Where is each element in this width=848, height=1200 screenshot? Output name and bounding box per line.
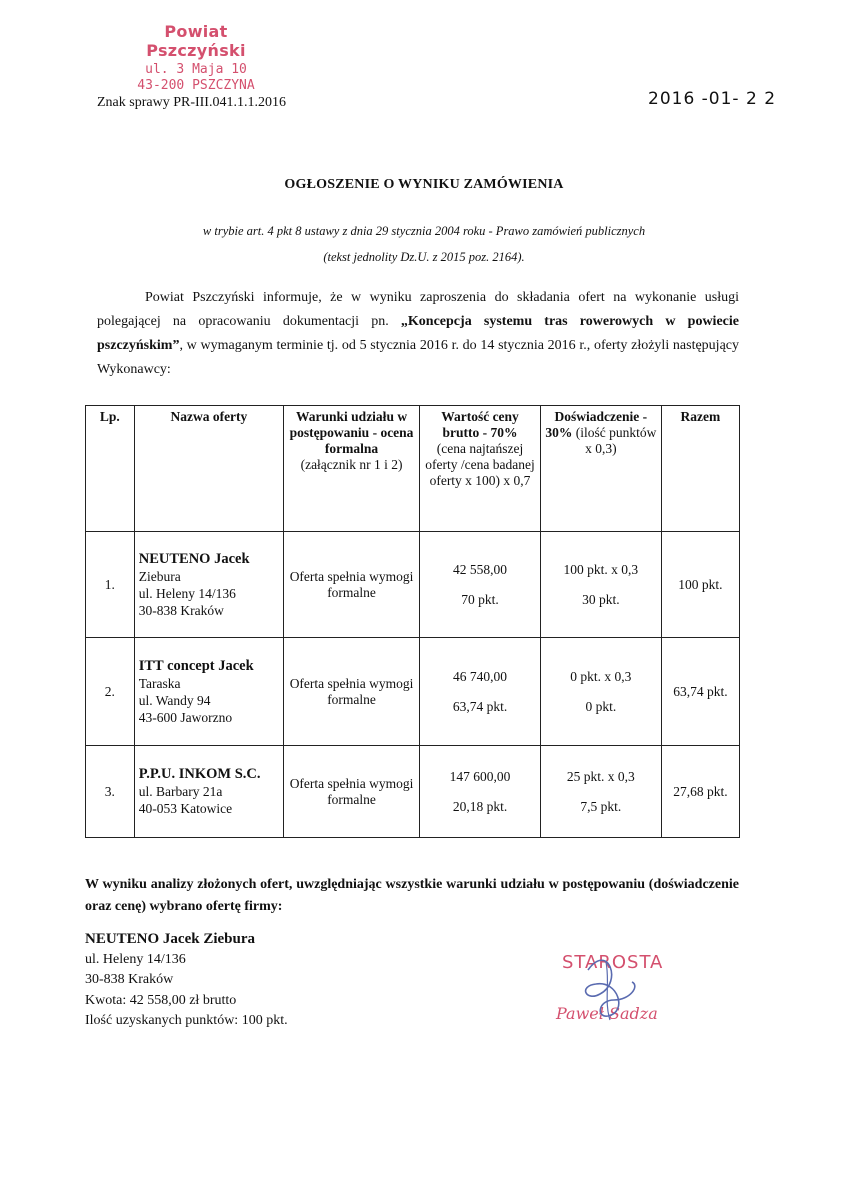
offer-condition: Oferta spełnia wymogi formalne bbox=[284, 746, 420, 838]
offer-name: P.P.U. INKOM S.C. ul. Barbary 21a 40-053 Katowice bbox=[134, 746, 283, 838]
header-price: Wartość ceny brutto - 70% (cena najtańszej oferty /cena badanej oferty x 100) x 0,7 bbox=[420, 406, 541, 532]
offer-total: 63,74 pkt. bbox=[661, 638, 739, 746]
stamp-city: 43-200 PSZCZYNA bbox=[137, 78, 255, 93]
winner-amount: Kwota: 42 558,00 zł brutto bbox=[85, 992, 237, 1008]
offer-condition: Oferta spełnia wymogi formalne bbox=[284, 638, 420, 746]
conclusion-paragraph: W wyniku analizy złożonych ofert, uwzględniając wszystkie warunki udziału w postępowaniu (doświadczenie oraz cenę) wybrano ofertę firmy: bbox=[85, 877, 739, 914]
offer-experience: 0 pkt. x 0,3 0 pkt. bbox=[540, 638, 661, 746]
offer-experience: 25 pkt. x 0,3 7,5 pkt. bbox=[540, 746, 661, 838]
table-row bbox=[86, 638, 740, 746]
legal-basis-reference: (tekst jednolity Dz.U. z 2015 poz. 2164). bbox=[323, 250, 525, 264]
row-lp: 3. bbox=[86, 746, 135, 838]
offer-price: 147 600,00 20,18 pkt. bbox=[420, 746, 541, 838]
case-number: Znak sprawy PR-III.041.1.1.2016 bbox=[97, 95, 286, 110]
offer-experience: 100 pkt. x 0,3 30 pkt. bbox=[540, 532, 661, 638]
date-stamp: 2016 -01- 2 2 bbox=[648, 89, 777, 109]
winner-points: Ilość uzyskanych punktów: 100 pkt. bbox=[85, 1013, 288, 1028]
signature-title: STAROSTA bbox=[562, 952, 664, 973]
intro-text: Powiat Pszczyński informuje, że w wyniku zaproszenia do składania ofert na wykonanie usługi polegającej na opracowaniu dokumentacji pn. bbox=[97, 290, 739, 329]
signature-name: Paweł Sadza bbox=[556, 1004, 658, 1023]
office-stamp bbox=[116, 22, 276, 93]
header-name: Nazwa oferty bbox=[134, 406, 283, 532]
header-lp: Lp. bbox=[86, 406, 135, 532]
header-experience: Doświadczenie - 30% (ilość punktów x 0,3) bbox=[540, 406, 661, 532]
offer-condition: Oferta spełnia wymogi formalne bbox=[284, 532, 420, 638]
table-row bbox=[86, 532, 740, 638]
offer-name: ITT concept Jacek Taraska ul. Wandy 94 43-600 Jaworzno bbox=[134, 638, 283, 746]
row-lp: 1. bbox=[86, 532, 135, 638]
header-total: Razem bbox=[661, 406, 739, 532]
stamp-name: Powiat Pszczyński bbox=[146, 22, 246, 60]
offer-total: 100 pkt. bbox=[661, 532, 739, 638]
intro-paragraph bbox=[97, 286, 739, 382]
document-title: OGŁOSZENIE O WYNIKU ZAMÓWIENIA bbox=[284, 177, 564, 192]
signature-stamp bbox=[548, 942, 688, 1032]
header-condition: Warunki udziału w postępowaniu - ocena formalna (załącznik nr 1 i 2) bbox=[284, 406, 420, 532]
offer-name: NEUTENO Jacek Ziebura ul. Heleny 14/136 30-838 Kraków bbox=[134, 532, 283, 638]
row-lp: 2. bbox=[86, 638, 135, 746]
table-header-row bbox=[86, 406, 740, 532]
offers-table bbox=[85, 405, 740, 838]
stamp-street: ul. 3 Maja 10 bbox=[145, 62, 247, 77]
legal-basis: w trybie art. 4 pkt 8 ustawy z dnia 29 stycznia 2004 roku - Prawo zamówień publicznych bbox=[202, 224, 646, 238]
winner-street: ul. Heleny 14/136 bbox=[85, 951, 186, 967]
signature-scribble-icon bbox=[548, 942, 688, 1032]
offer-price: 42 558,00 70 pkt. bbox=[420, 532, 541, 638]
offer-price: 46 740,00 63,74 pkt. bbox=[420, 638, 541, 746]
selected-offer bbox=[85, 929, 288, 1032]
intro-text-end: , w wymaganym terminie tj. od 5 stycznia 2016 r. do 14 stycznia 2016 r., oferty złożyli następujący Wykonawcy: bbox=[97, 338, 739, 377]
project-name: „Koncepcja systemu tras rowerowych w powiecie pszczyńskim” bbox=[97, 314, 739, 353]
winner-city: 30-838 Kraków bbox=[85, 972, 174, 987]
table-row bbox=[86, 746, 740, 838]
winner-name: NEUTENO Jacek Ziebura bbox=[85, 931, 256, 947]
offer-total: 27,68 pkt. bbox=[661, 746, 739, 838]
